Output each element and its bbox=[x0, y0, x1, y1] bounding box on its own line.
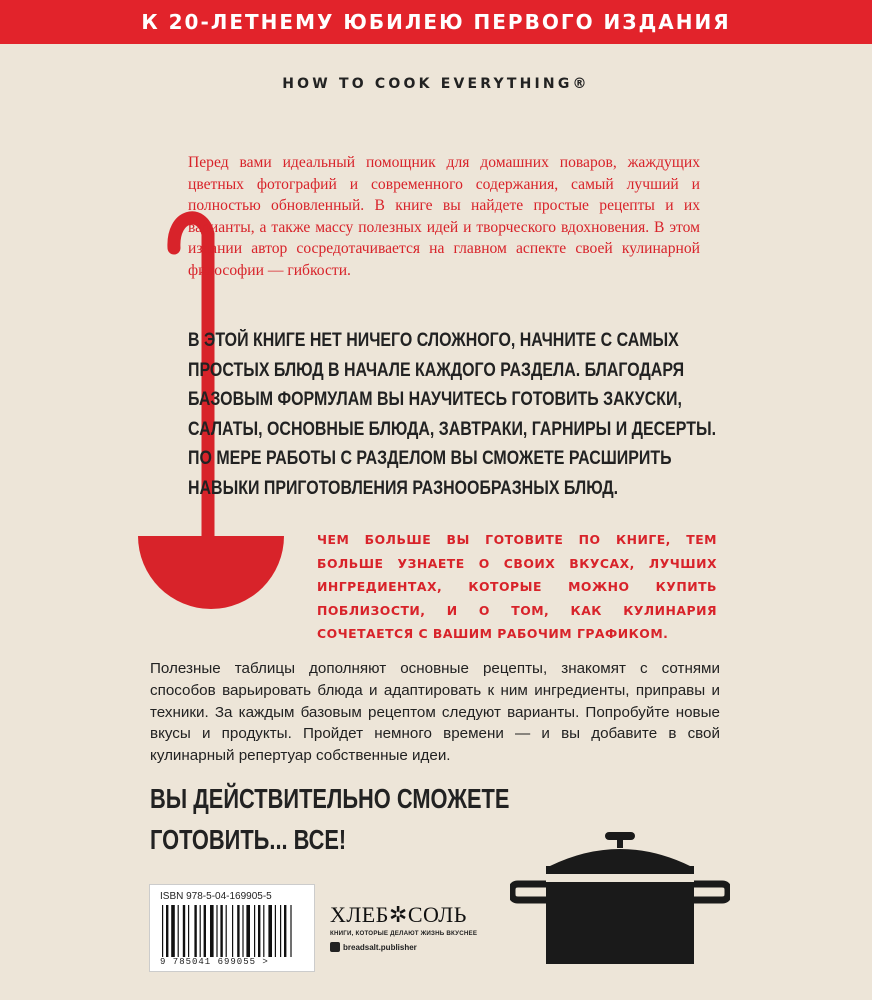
bold-description bbox=[188, 326, 717, 503]
barcode-bars bbox=[160, 905, 304, 957]
barcode-bar bbox=[171, 905, 175, 957]
body-paragraph: Полезные таблицы дополняют основные рецепты, знакомят с сотнями способов варьировать блюда и адаптировать к ним ингредиенты, приправы и техники. За каждым базовым рецептом следуют варианты. Попробуйте новые вкусы и продукты. Пройдет немного времени — и вы добавите в свой кулинарный репертуар собственные идеи. bbox=[150, 660, 720, 765]
barcode-bar bbox=[204, 905, 206, 957]
social-handle: breadsalt.publisher bbox=[343, 942, 417, 952]
barcode-bar bbox=[290, 905, 291, 957]
barcode-bar bbox=[263, 905, 264, 957]
barcode-bar bbox=[232, 905, 233, 957]
barcode-bar bbox=[194, 905, 196, 957]
barcode-bar bbox=[246, 905, 250, 957]
barcode-bar bbox=[280, 905, 281, 957]
bold-line: В ЭТОЙ КНИГЕ НЕТ НИЧЕГО СЛОЖНОГО, НАЧНИТЕ С САМЫХ bbox=[188, 330, 679, 351]
barcode-bar bbox=[226, 905, 227, 957]
barcode-digits: 9 785041 699055 > bbox=[160, 957, 269, 967]
banner-text: К 20-ЛЕТНЕМУ ЮБИЛЕЮ ПЕРВОГО ИЗДАНИЯ bbox=[141, 10, 731, 34]
barcode-bar bbox=[188, 905, 189, 957]
call-to-action bbox=[150, 778, 509, 860]
barcode-bar bbox=[254, 905, 255, 957]
bold-line: ПРОСТЫХ БЛЮД В НАЧАЛЕ КАЖДОГО РАЗДЕЛА. БЛАГОДАРЯ bbox=[188, 359, 685, 381]
bold-line: САЛАТЫ, ОСНОВНЫЕ БЛЮДА, ЗАВТРАКИ, ГАРНИРЫ И ДЕСЕРТЫ. bbox=[188, 418, 717, 440]
barcode-bar bbox=[183, 905, 185, 957]
barcode-bar bbox=[162, 905, 163, 957]
barcode-bar bbox=[258, 905, 260, 957]
barcode-bar bbox=[200, 905, 201, 957]
barcode-bar bbox=[166, 905, 168, 957]
brand-title: HOW TO COOK EVERYTHING® bbox=[282, 76, 590, 92]
publisher-wordmark: ХЛЕБ✲СОЛЬ bbox=[330, 902, 467, 927]
bold-line: ПО МЕРЕ РАБОТЫ С РАЗДЕЛОМ ВЫ СМОЖЕТЕ РАСШИРИТЬ bbox=[188, 448, 672, 469]
barcode-bar bbox=[178, 905, 179, 957]
bold-line: БАЗОВЫМ ФОРМУЛАМ ВЫ НАУЧИТЕСЬ ГОТОВИТЬ ЗАКУСКИ, bbox=[188, 389, 682, 410]
barcode-bar bbox=[275, 905, 276, 957]
vk-icon bbox=[330, 942, 340, 952]
pot-icon bbox=[510, 826, 730, 966]
red-highlight-paragraph: ЧЕМ БОЛЬШЕ ВЫ ГОТОВИТЕ ПО КНИГЕ, ТЕМ БОЛЬШЕ УЗНАЕТЕ О СВОИХ ВКУСАХ, ЛУЧШИХ ИНГРЕДИЕНТАХ, КОТОРЫЕ МОЖНО КУПИТЬ ПОБЛИЗОСТИ, И О ТОМ, КАК КУЛИНАРИЯ СОЧЕТАЕТСЯ С ВАШИМ РАБОЧИМ ГРАФИКОМ. bbox=[317, 532, 717, 641]
barcode-bar bbox=[284, 905, 286, 957]
anniversary-banner bbox=[0, 0, 872, 44]
publisher-social bbox=[330, 942, 477, 952]
barcode-bar bbox=[268, 905, 272, 957]
barcode-bar bbox=[242, 905, 243, 957]
cta-line-2: ГОТОВИТЬ... ВСЕ! bbox=[150, 824, 347, 855]
barcode bbox=[149, 884, 315, 972]
intro-paragraph: Перед вами идеальный помощник для домашних поваров, жаждущих цветных фотографий и современного содержания, самый лучший и полностью обновленный. В книге вы найдете простые рецепты и их варианты, а также массу полезных идей и творческого вдохновения. В этом издании автор сосредотачивается на главном аспекте своей кулинарной философии — гибкости. bbox=[188, 154, 700, 279]
barcode-bar bbox=[210, 905, 214, 957]
barcode-bar bbox=[216, 905, 217, 957]
cta-line-1: ВЫ ДЕЙСТВИТЕЛЬНО СМОЖЕТЕ bbox=[150, 783, 510, 814]
barcode-bar bbox=[220, 905, 222, 957]
barcode-bar bbox=[237, 905, 239, 957]
publisher-logo bbox=[330, 902, 477, 952]
bold-line: НАВЫКИ ПРИГОТОВЛЕНИЯ РАЗНООБРАЗНЫХ БЛЮД. bbox=[188, 477, 619, 499]
isbn-label: ISBN 978-5-04-169905-5 bbox=[160, 891, 272, 902]
publisher-tagline: КНИГИ, КОТОРЫЕ ДЕЛАЮТ ЖИЗНЬ ВКУСНЕЕ bbox=[330, 930, 478, 937]
